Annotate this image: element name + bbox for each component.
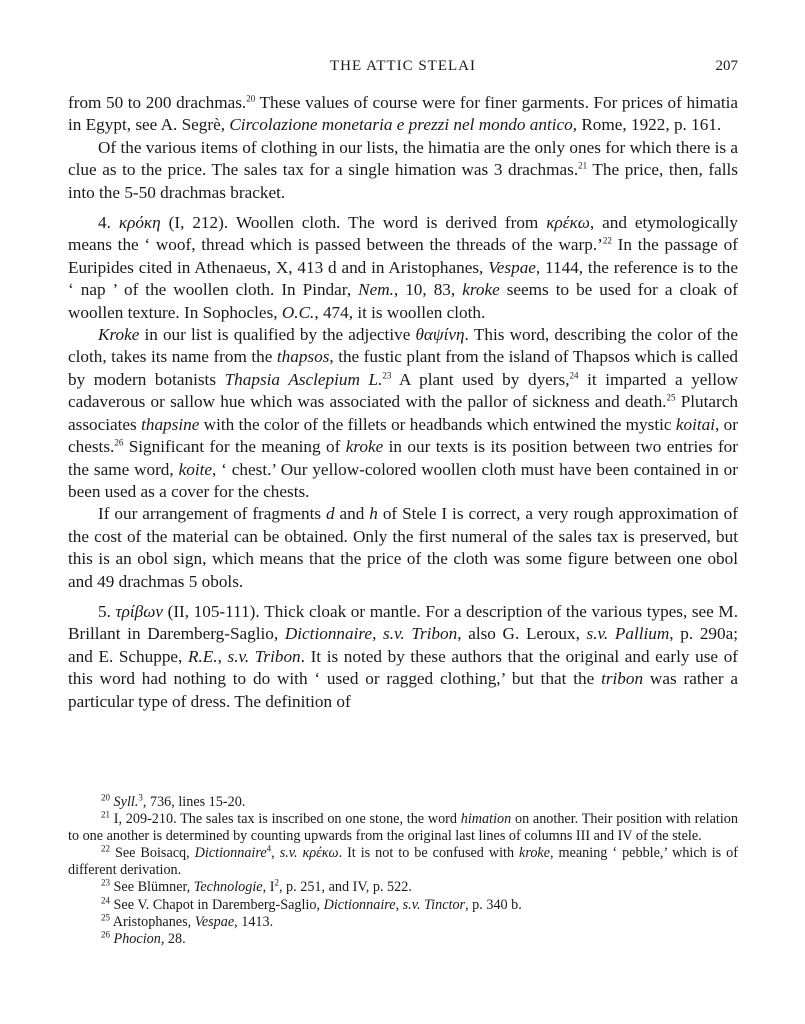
footnote-fn26	[68, 931, 738, 948]
text-span: , the fustic plant from the island of Thapsos which is called by modern botanists	[68, 347, 738, 389]
running-header	[68, 58, 738, 80]
italic-span: Vespae	[488, 257, 536, 277]
note-marker: 22	[101, 843, 110, 854]
italic-span: τρίβων	[115, 601, 163, 621]
italic-span: thapsine	[141, 414, 200, 434]
text-span: with the color of the fillets or headbands which entwined the mystic	[199, 414, 676, 434]
italic-span: κρέκω	[546, 213, 590, 233]
note-marker: 26	[101, 929, 110, 940]
note-marker: 20	[246, 93, 256, 104]
italic-span: h	[369, 504, 378, 524]
text-span: I, 209-210. The sales tax is inscribed on one stone, the word	[110, 811, 461, 828]
text-span: See V. Chapot in Daremberg-Saglio,	[110, 896, 324, 913]
text-span: , 10, 83,	[393, 280, 463, 300]
footnote-fn23	[68, 879, 738, 896]
text-span: . It is not to be confused with	[338, 845, 520, 862]
footnote-fn21	[68, 811, 738, 845]
text-span: Significant for the meaning of	[123, 437, 346, 457]
italic-span: s.v. Tribon	[227, 646, 301, 666]
text-span: These values of course were for finer garments. For prices of himatia in Egypt, see A. Segrè,	[68, 93, 738, 135]
text-span: 4.	[98, 213, 119, 233]
text-span: ,	[395, 896, 403, 913]
footnote-fn20	[68, 794, 738, 811]
paragraph-p4	[68, 324, 738, 503]
note-marker: 24	[101, 894, 110, 905]
text-span: , 28.	[160, 930, 186, 947]
italic-span: κρόκη	[118, 213, 161, 233]
text-span: , p. 251, and IV, p. 522.	[278, 879, 412, 896]
text-span: , 1413.	[234, 913, 274, 930]
paragraph-p5	[68, 503, 738, 593]
text-span: , also G. Leroux,	[457, 624, 587, 644]
text-span: ,	[372, 624, 384, 644]
italic-span: kroke	[345, 437, 384, 457]
text-span: (I, 212). Woollen cloth. The word is derived from	[160, 213, 547, 233]
text-span: , meaning ‘ pebble,’ which is of different derivation.	[68, 845, 738, 879]
note-marker: 25	[666, 392, 676, 403]
text-span: 5.	[98, 601, 116, 621]
italic-span: koitai	[675, 414, 716, 434]
page-number: 207	[715, 58, 738, 74]
italic-span: d	[326, 504, 335, 524]
italic-span: kroke	[519, 845, 551, 862]
italic-span: O.C.	[281, 302, 315, 322]
italic-span: s.v. Tribon	[383, 624, 458, 644]
text-span: in our texts is its position between two entries for the same word,	[68, 437, 738, 479]
text-span: and	[334, 504, 370, 524]
note-marker: 3	[138, 792, 143, 803]
italic-span: Technologie	[193, 879, 263, 896]
text-span: , p. 340 b.	[465, 896, 522, 913]
italic-span: tribon	[601, 669, 644, 689]
note-marker: 21	[101, 809, 110, 820]
note-marker: 24	[569, 370, 579, 381]
italic-span: Kroke	[98, 325, 140, 345]
text-span: , I	[262, 879, 275, 896]
italic-span: himation	[460, 811, 512, 828]
italic-span: kroke	[462, 280, 500, 300]
text-span: , ‘ chest.’ Our yellow-colored woollen cloth must have been contained in or been used as a cover for the chests.	[68, 459, 739, 501]
italic-span: s.v. κρέκω	[279, 845, 339, 862]
text-span: , or chests.	[68, 414, 738, 457]
text-span: The price, then, falls into the 5-50 drachmas bracket.	[68, 160, 738, 202]
body-text	[68, 92, 738, 713]
text-span: seems to be used for a cloak of woollen texture. In Sophocles,	[68, 280, 739, 322]
text-span: See Blümner,	[110, 879, 194, 896]
text-span: A plant used by dyers,	[391, 369, 570, 389]
italic-span: Dictionnaire	[284, 624, 373, 644]
text-span: , Rome, 1922, p. 161.	[572, 115, 722, 135]
text-span: . It is noted by these authors that the original and early use of this word had nothing to do with ‘ used or ragged clothing,’ but that the	[68, 646, 739, 689]
paragraph-p1	[68, 92, 738, 137]
note-marker: 23	[382, 370, 392, 381]
text-span: in our list is qualified by the adjective	[139, 325, 416, 345]
note-marker: 21	[578, 160, 588, 171]
text-span: on another. Their position with relation to one another is determined by counting upwards from the original last lines of columns III and IV of the stele.	[68, 811, 738, 845]
italic-span: Phocion	[113, 930, 161, 947]
text-span: , 736, lines 15-20.	[142, 794, 246, 810]
italic-span: Circolazione monetaria e prezzi nel mondo antico	[229, 115, 573, 135]
note-marker: 23	[101, 877, 110, 888]
note-marker: 20	[101, 792, 110, 803]
text-span: it imparted a yellow cadaverous or sallow hue which was associated with the pallor of sickness and death.	[68, 369, 738, 412]
page	[68, 58, 738, 713]
note-marker: 4	[266, 843, 272, 854]
text-span: (II, 105-111). Thick cloak or mantle. For a description of the various types, see M. Brillant in Daremberg-Saglio,	[68, 601, 738, 644]
italic-span: Dictionnaire	[194, 845, 267, 862]
text-span: If our arrangement of fragments	[98, 504, 326, 524]
running-title: THE ATTIC STELAI	[330, 58, 476, 74]
text-span: was rather a particular type of dress. The definition of	[68, 669, 738, 711]
italic-span: R.E.	[188, 646, 218, 666]
text-span: See Boisacq,	[110, 845, 195, 862]
footnote-fn24	[68, 894, 738, 914]
text-span: Aristophanes,	[110, 913, 195, 930]
text-span: ,	[271, 845, 280, 862]
italic-span: Vespae	[194, 913, 235, 930]
italic-span: Thapsia Asclepium L.	[224, 369, 383, 389]
italic-span: koite	[178, 459, 212, 479]
italic-span: s.v. Tinctor	[402, 896, 466, 913]
text-span: , and etymologically means the ‘ woof, thread which is passed between the threads of the warp.’	[68, 213, 738, 255]
paragraph-p6	[68, 601, 738, 713]
italic-span: Syll.	[113, 794, 139, 810]
italic-span: θαψίνη	[415, 325, 465, 345]
italic-span: s.v. Pallium	[586, 624, 670, 644]
italic-span: Nem.	[358, 280, 394, 300]
note-marker: 22	[602, 235, 612, 246]
note-marker: 26	[114, 437, 124, 448]
text-span: of Stele I is correct, a very rough approximation of the cost of the material can be obtained. Only the first numeral of the sales tax is preserved, but this is an obol sign, which means that the price of the cloth was some figure between one obol and 49 drachmas 5 obols.	[68, 504, 738, 591]
footnotes	[68, 794, 738, 948]
text-span: , p. 290a; and E. Schuppe,	[68, 624, 739, 666]
paragraph-p2	[68, 137, 738, 204]
text-span: , 474, it is woollen cloth.	[314, 302, 486, 322]
text-span: ,	[217, 646, 228, 666]
text-span: . This word, describing the color of the cloth, takes its name from the	[68, 325, 738, 367]
text-span: Of the various items of clothing in our lists, the himatia are the only ones for which there is a clue as to the price. The sales tax for a single himation was 3 drachmas.	[68, 137, 738, 180]
paragraph-p3	[68, 212, 738, 324]
footnote-fn22	[68, 845, 738, 879]
text-span: In the passage of Euripides cited in Athenaeus, X, 413 d and in Aristophanes,	[68, 235, 738, 277]
footnote-fn25	[68, 911, 738, 931]
italic-span: thapsos	[276, 347, 330, 367]
note-marker: 2	[274, 877, 279, 888]
text-span: Plutarch associates	[68, 392, 738, 434]
italic-span: Dictionnaire	[323, 896, 396, 913]
text-span: from 50 to 200 drachmas.	[68, 93, 247, 112]
text-span: , 1144, the reference is to the ‘ nap ’ of the woollen cloth. In Pindar,	[68, 257, 738, 300]
note-marker: 25	[101, 911, 110, 922]
